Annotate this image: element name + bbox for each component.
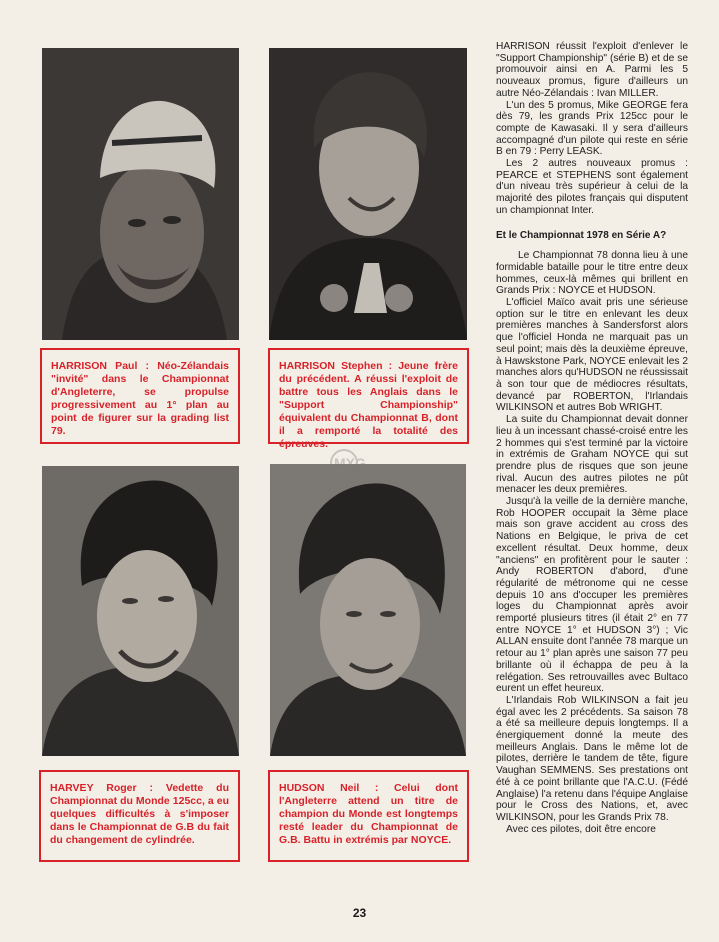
caption-text: : Vedette du Championnat du Monde 125cc, a eu quelques difficultés à s'imposer dans le Championnat de G.B du fait du changement de cylindrée. <box>50 782 229 846</box>
article-paragraph: HARRISON réussit l'exploit d'enlever le "Support Championship" (série B) et de se promouvoir ainsi en A. Parmi les 5 nouveaux promus, figure d'ailleurs un autre Néo-Zélandais : Ivan MILLER. <box>496 41 688 99</box>
svg-text:MXG: MXG <box>334 455 366 471</box>
page-number: 23 <box>352 906 367 920</box>
article-paragraph: Les 2 autres nouveaux promus : PEARCE et STEPHENS sont également d'un niveau très supérieur à celui de la majorité des pilotes français qui disputent un championnat Inter. <box>496 158 688 216</box>
caption-text: : Jeune frère du précédent. A réussi l'exploit de battre tous les Anglais dans le "Support Championship" équivalent du Championnat B, dont il a remporté la totalité des épreuves. <box>279 360 458 450</box>
photo-harrison-stephen <box>269 48 467 340</box>
caption-name: HARRISON Paul <box>51 360 138 372</box>
caption-harvey-roger <box>39 770 240 862</box>
caption-hudson-neil <box>268 770 469 862</box>
caption-name: HARVEY Roger <box>50 782 137 794</box>
caption-name: HARRISON Stephen <box>279 360 383 372</box>
article-paragraph: Le Championnat 78 donna lieu à une formidable bataille pour le titre entre deux hommes, ceux-là mêmes qui brillent en Grands Prix : NOYCE et HUDSON. <box>496 250 688 297</box>
article-paragraph: L'Irlandais Rob WILKINSON a fait jeu égal avec les 2 précédents. Sa saison 78 a été sa meilleure depuis longtemps. Il a énergiquement donné la meute des meilleurs Anglais. Dans le même lot de pilotes, derrière le tandem de tête, figure Vaughan SEMMENS. Ses prestations ont été à ce point brillante que l'A.C.U. (Fédé Anglaise) l'a retenu dans l'équipe Anglaise pour le Cross des Nations, et, avec WILKINSON, pour les Grands Prix 78. <box>496 694 688 823</box>
photo-hudson-neil <box>270 464 466 756</box>
caption-text: : Néo-Zélandais "invité" dans le Championnat d'Angleterre, se propulse progressivement au 1° plan au point de figurer sur la grading list 79. <box>51 360 229 437</box>
article-paragraph: Avec ces pilotes, doit être encore <box>506 823 656 835</box>
article-paragraph: L'un des 5 promus, Mike GEORGE fera dès 79, les grands Prix 125cc pour le compte de Kawasaki. Il y sera d'ailleurs accompagné d'un pilote qui reste en série B en 79 : Perry LEASK. <box>496 99 688 158</box>
article-paragraph: L'officiel Maïco avait pris une sérieuse option sur le titre en enlevant les deux premières manches à Sandersforst alors que l'officiel Honda ne marquait pas un seul point; mais dès la deuxième épreuve, à Hawskstone Park, NOYCE enlevait les 2 manches alors qu'HUDSON ne réussissait à son tour que de médiocres résultats, devancé par ROBERTON, l'Irlandais WILKINSON et autres Bob WRIGHT. <box>496 297 688 414</box>
watermark-logo <box>326 446 388 480</box>
photo-harvey-roger <box>42 466 239 756</box>
article-paragraph: La suite du Championnat devait donner lieu à un incessant chassé-croisé entre les 2 hommes qui s'est terminé par la victoire in extrémis de Graham NOYCE qui sut prendre plus de risques que son jeune rival. Aucun des autres pilotes ne pût menacer les deux premières. <box>496 414 688 496</box>
photo-harrison-paul <box>42 48 239 340</box>
article-column <box>496 41 688 835</box>
article-paragraph: Jusqu'à la veille de la dernière manche, Rob HOOPER occupait la 3ème place mais son grave accident au cross des Nations en Belgique, le priva de cet excellent résultat. Deux homme, deux "anciens" en profitèrent pour le sauter : Andy ROBERTON d'abord, d'une régularité de métronome qui ne cesse depuis 10 ans d'occuper les premières loges du Championnat après avoir remporté plusieurs titres (il était 2° en 77 entre NOYCE 1° et HUDSON 3°) ; Vic ALLAN ensuite dont l'année 78 marque un retour au 1° plan après une saison 77 peu brillante où il échappa de peu à la relégation. Ses retrouvailles avec Bultaco eurent un effet heureux. <box>496 496 688 695</box>
caption-harrison-stephen <box>268 348 469 450</box>
caption-text: : Celui dont l'Angleterre attend un titre de champion du Monde est longtemps resté leader du Championnat de G.B. Battu in extrémis par NOYCE. <box>279 782 458 846</box>
caption-name: HUDSON Neil <box>279 782 360 794</box>
caption-harrison-paul <box>40 348 240 444</box>
article-heading: Et le Championnat 1978 en Série A? <box>496 229 667 241</box>
